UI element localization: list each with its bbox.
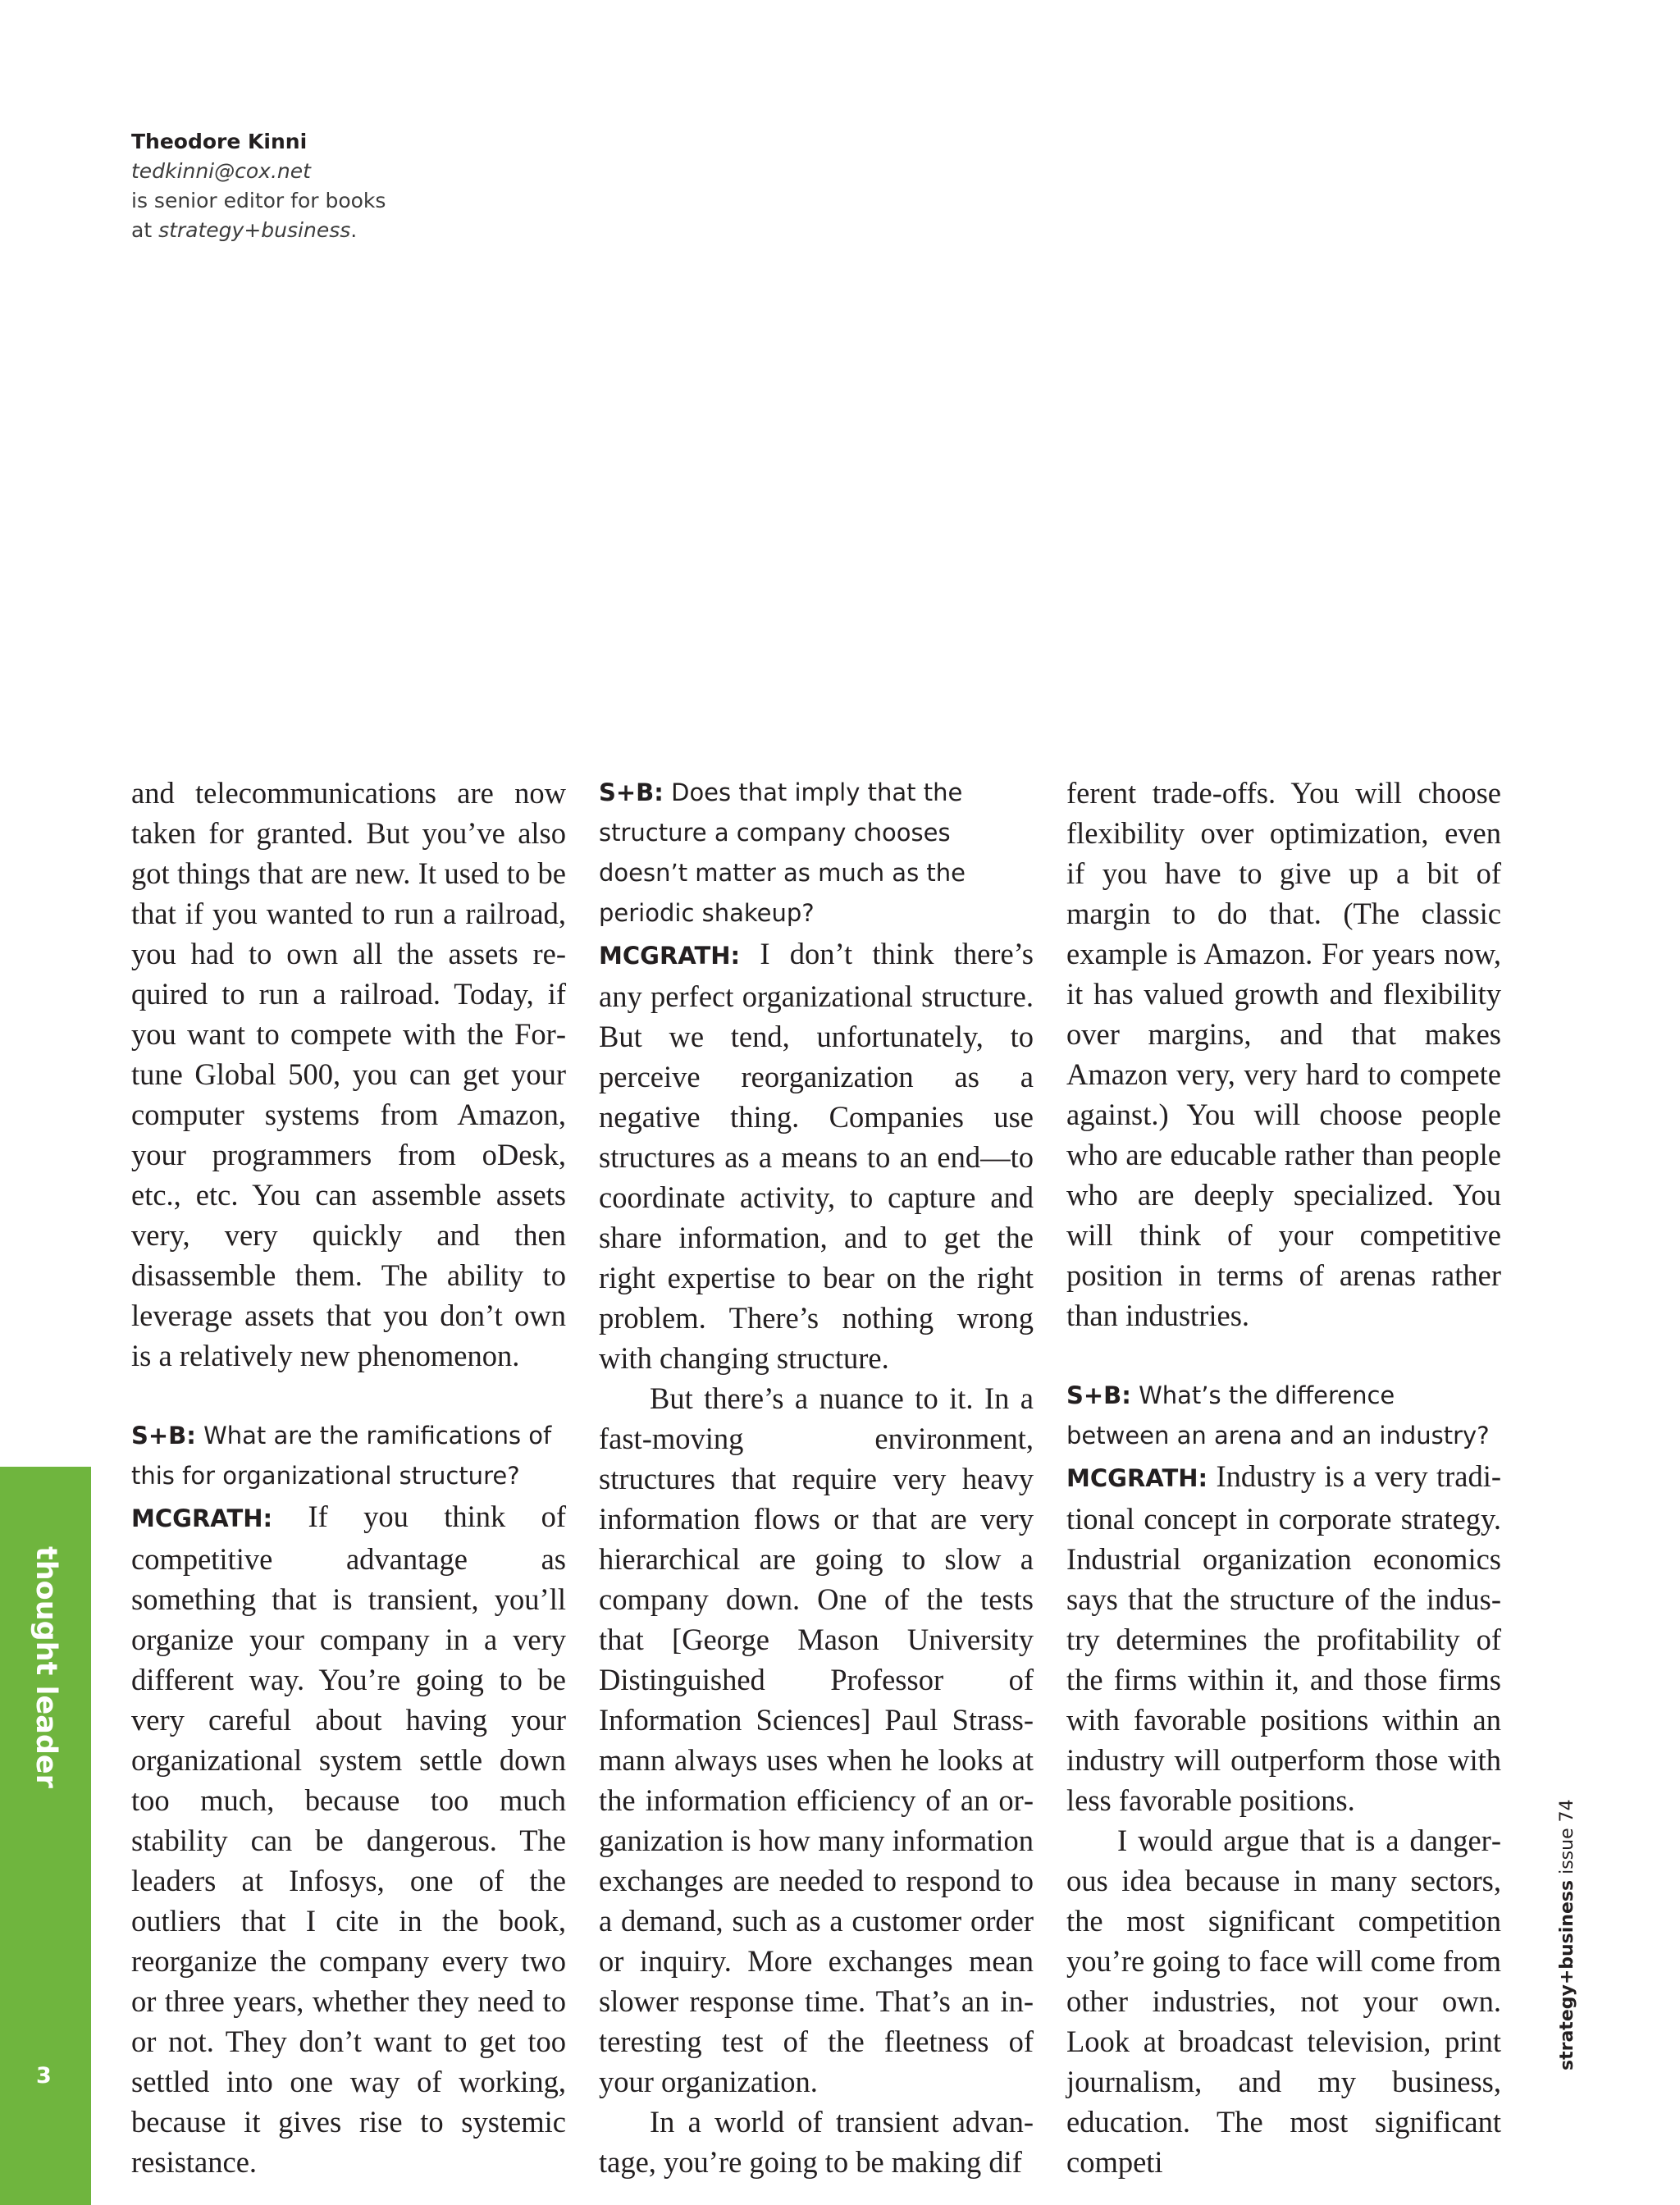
interview-answer: MCGRATH: If you think of competitive advantage as something that is transient, you’ll organize your company in a very different way. You’re going to be very careful about having your organizational system settle down too much, because too much stability can be dangerous. The leaders at Infosys, one of the outliers that I cite in the book, reorganize the company every two or three years, whether they need to or not. They don’t want to get too settled into one way of working, because it gives rise to systemic resistance. xyxy=(131,1500,566,2179)
publication-name: strategy+business xyxy=(158,218,351,242)
paragraph: In a world of transient advantage, you’re going to be making dif xyxy=(599,2105,1034,2179)
paragraph: and telecommunications are now taken for granted. But you’ve also got things that are new. It used to be that if you wanted to run a railroad, you had to own all the assets required to run a railroad. Today, if you want to compete with the Fortune Global 500, you can get your computer systems from Amazon, your programmers from oDesk, etc., etc. You can assemble assets very, very quickly and then disassemble them. The ability to leverage assets that you don’t own is a relatively new phenomenon. xyxy=(131,776,566,1372)
column-1 xyxy=(131,773,566,2182)
interview-question: S+B: Does that imply that the structure a company chooses doesn’t matter as much as the periodic shakeup? xyxy=(599,778,966,927)
section-label: thought leader xyxy=(30,1546,62,1788)
answer-speaker: MCGRATH: xyxy=(599,942,741,970)
answer-speaker: MCGRATH: xyxy=(1066,1464,1208,1492)
paragraph: I would argue that is a dangerous idea because in many sectors, the most significant competition you’re going to face will come from other industries, not your own. Look at broadcast television, print journalism, and my business, education. The most significant competi xyxy=(1066,1824,1501,2179)
page-number: 3 xyxy=(36,2063,52,2089)
author-bio-line1: is senior editor for books xyxy=(131,189,386,212)
question-speaker: S+B: xyxy=(599,778,664,806)
paragraph: ferent trade-offs. You will choose flexibility over optimization, even if you have to give up a bit of margin to do that. (The classic example is Amazon. For years now, it has valued growth and flexibility over margins, and that makes Amazon very, very hard to compete against.) You will choose people who are educable rather than people who are deeply specialized. You will think of your competitive position in terms of arenas rather than industries. xyxy=(1066,776,1501,1332)
folio-issue: issue 74 xyxy=(1557,1799,1577,1880)
question-speaker: S+B: xyxy=(131,1422,196,1449)
interview-answer: MCGRATH: I don’t think there’s any perfect organizational structure. But we tend, unfortunately, to perceive reorganization as a negative thing. Companies use structures as a means to an end—to coordinate activity, to capture and share information, and to get the right expertise to bear on the right problem. There’s nothing wrong with changing structure. xyxy=(599,937,1034,1375)
interview-answer: MCGRATH: Industry is a very traditional concept in corporate strategy. Industrial organization economics says that the structure of the industry determines the profitability of the firms within it, and those firms with favorable positions within an industry will outperform those with less favorable positions. xyxy=(1066,1459,1501,1817)
answer-speaker: MCGRATH: xyxy=(131,1504,273,1532)
author-name: Theodore Kinni xyxy=(131,130,308,153)
author-email: tedkinni@cox.net xyxy=(131,159,311,183)
paragraph: But there’s a nuance to it. In a fast-moving environment, structures that require very heavy information flows or that are very hierarchical are going to slow a company down. One of the tests that [George Mason University Distinguished Professor of Information Sciences] Paul Strassmann always uses when he looks at the information efficiency of an organization is how many information exchanges are needed to respond to a demand, such as a customer order or inquiry. More exchanges mean slower response time. That’s an interesting test of the fleetness of your organization. xyxy=(599,1381,1034,2098)
folio-brand: strategy+business xyxy=(1557,1879,1577,2070)
author-bio xyxy=(131,127,459,245)
interview-question: S+B: What are the ramifications of this for organizational structure? xyxy=(131,1422,552,1490)
running-folio xyxy=(1557,1799,1577,2070)
author-bio-line2: at strategy+business. xyxy=(131,218,358,242)
section-label-wrap xyxy=(30,1546,64,1788)
column-3 xyxy=(1066,773,1501,2182)
interview-question: S+B: What’s the difference between an arena and an industry? xyxy=(1066,1381,1490,1449)
question-speaker: S+B: xyxy=(1066,1381,1131,1409)
column-2 xyxy=(599,773,1034,2182)
